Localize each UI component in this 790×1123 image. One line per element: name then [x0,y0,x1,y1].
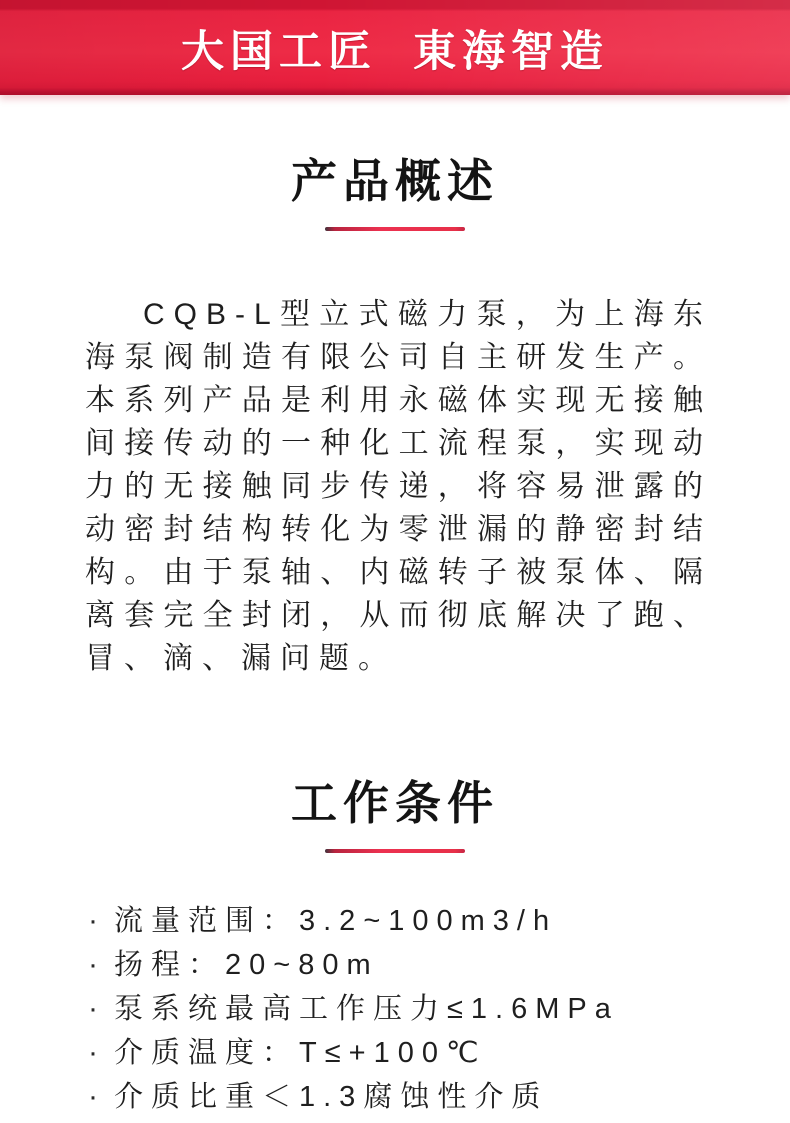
condition-head-range: 扬程：20~80m [114,949,379,981]
bullet-dot-icon: · [88,1080,106,1113]
section-title-product-overview: 产品概述 [291,155,499,207]
title-underline-accent [325,849,465,853]
condition-flow-range: 流量范围：3.2~100m3/h [114,905,558,937]
bullet-dot-icon: · [88,992,106,1025]
product-overview-paragraph: CQB-L型立式磁力泵，为上海东海泵阀制造有限公司自主研发生产。本系列产品是利用永磁体实现无接触间接传动的一种化工流程泵，实现动力的无接触同步传递，将容易泄露的动密封结构转化为零泄漏的静密封结构。由于泵轴、内磁转子被泵体、隔离套完全封闭，从而彻底解决了跑、冒、滴、漏问题。 [85,298,712,675]
top-ribbon-banner [0,0,790,95]
list-item [88,987,750,1031]
list-item [88,1031,750,1075]
list-item [88,943,750,987]
bullet-dot-icon: · [88,904,106,937]
banner-slogan: 大国工匠 東海智造 [181,28,609,76]
section-title-working-conditions: 工作条件 [291,777,499,829]
list-item [88,1075,750,1119]
condition-max-pressure: 泵系统最高工作压力≤1.6MPa [114,993,619,1025]
condition-medium-gravity: 介质比重＜1.3腐蚀性介质 [114,1081,549,1113]
working-conditions-list [88,899,750,1119]
bullet-dot-icon: · [88,948,106,981]
title-underline-accent [325,227,465,231]
bullet-dot-icon: · [88,1036,106,1069]
list-item [88,899,750,943]
condition-medium-temperature: 介质温度：T≤+100℃ [114,1037,487,1069]
